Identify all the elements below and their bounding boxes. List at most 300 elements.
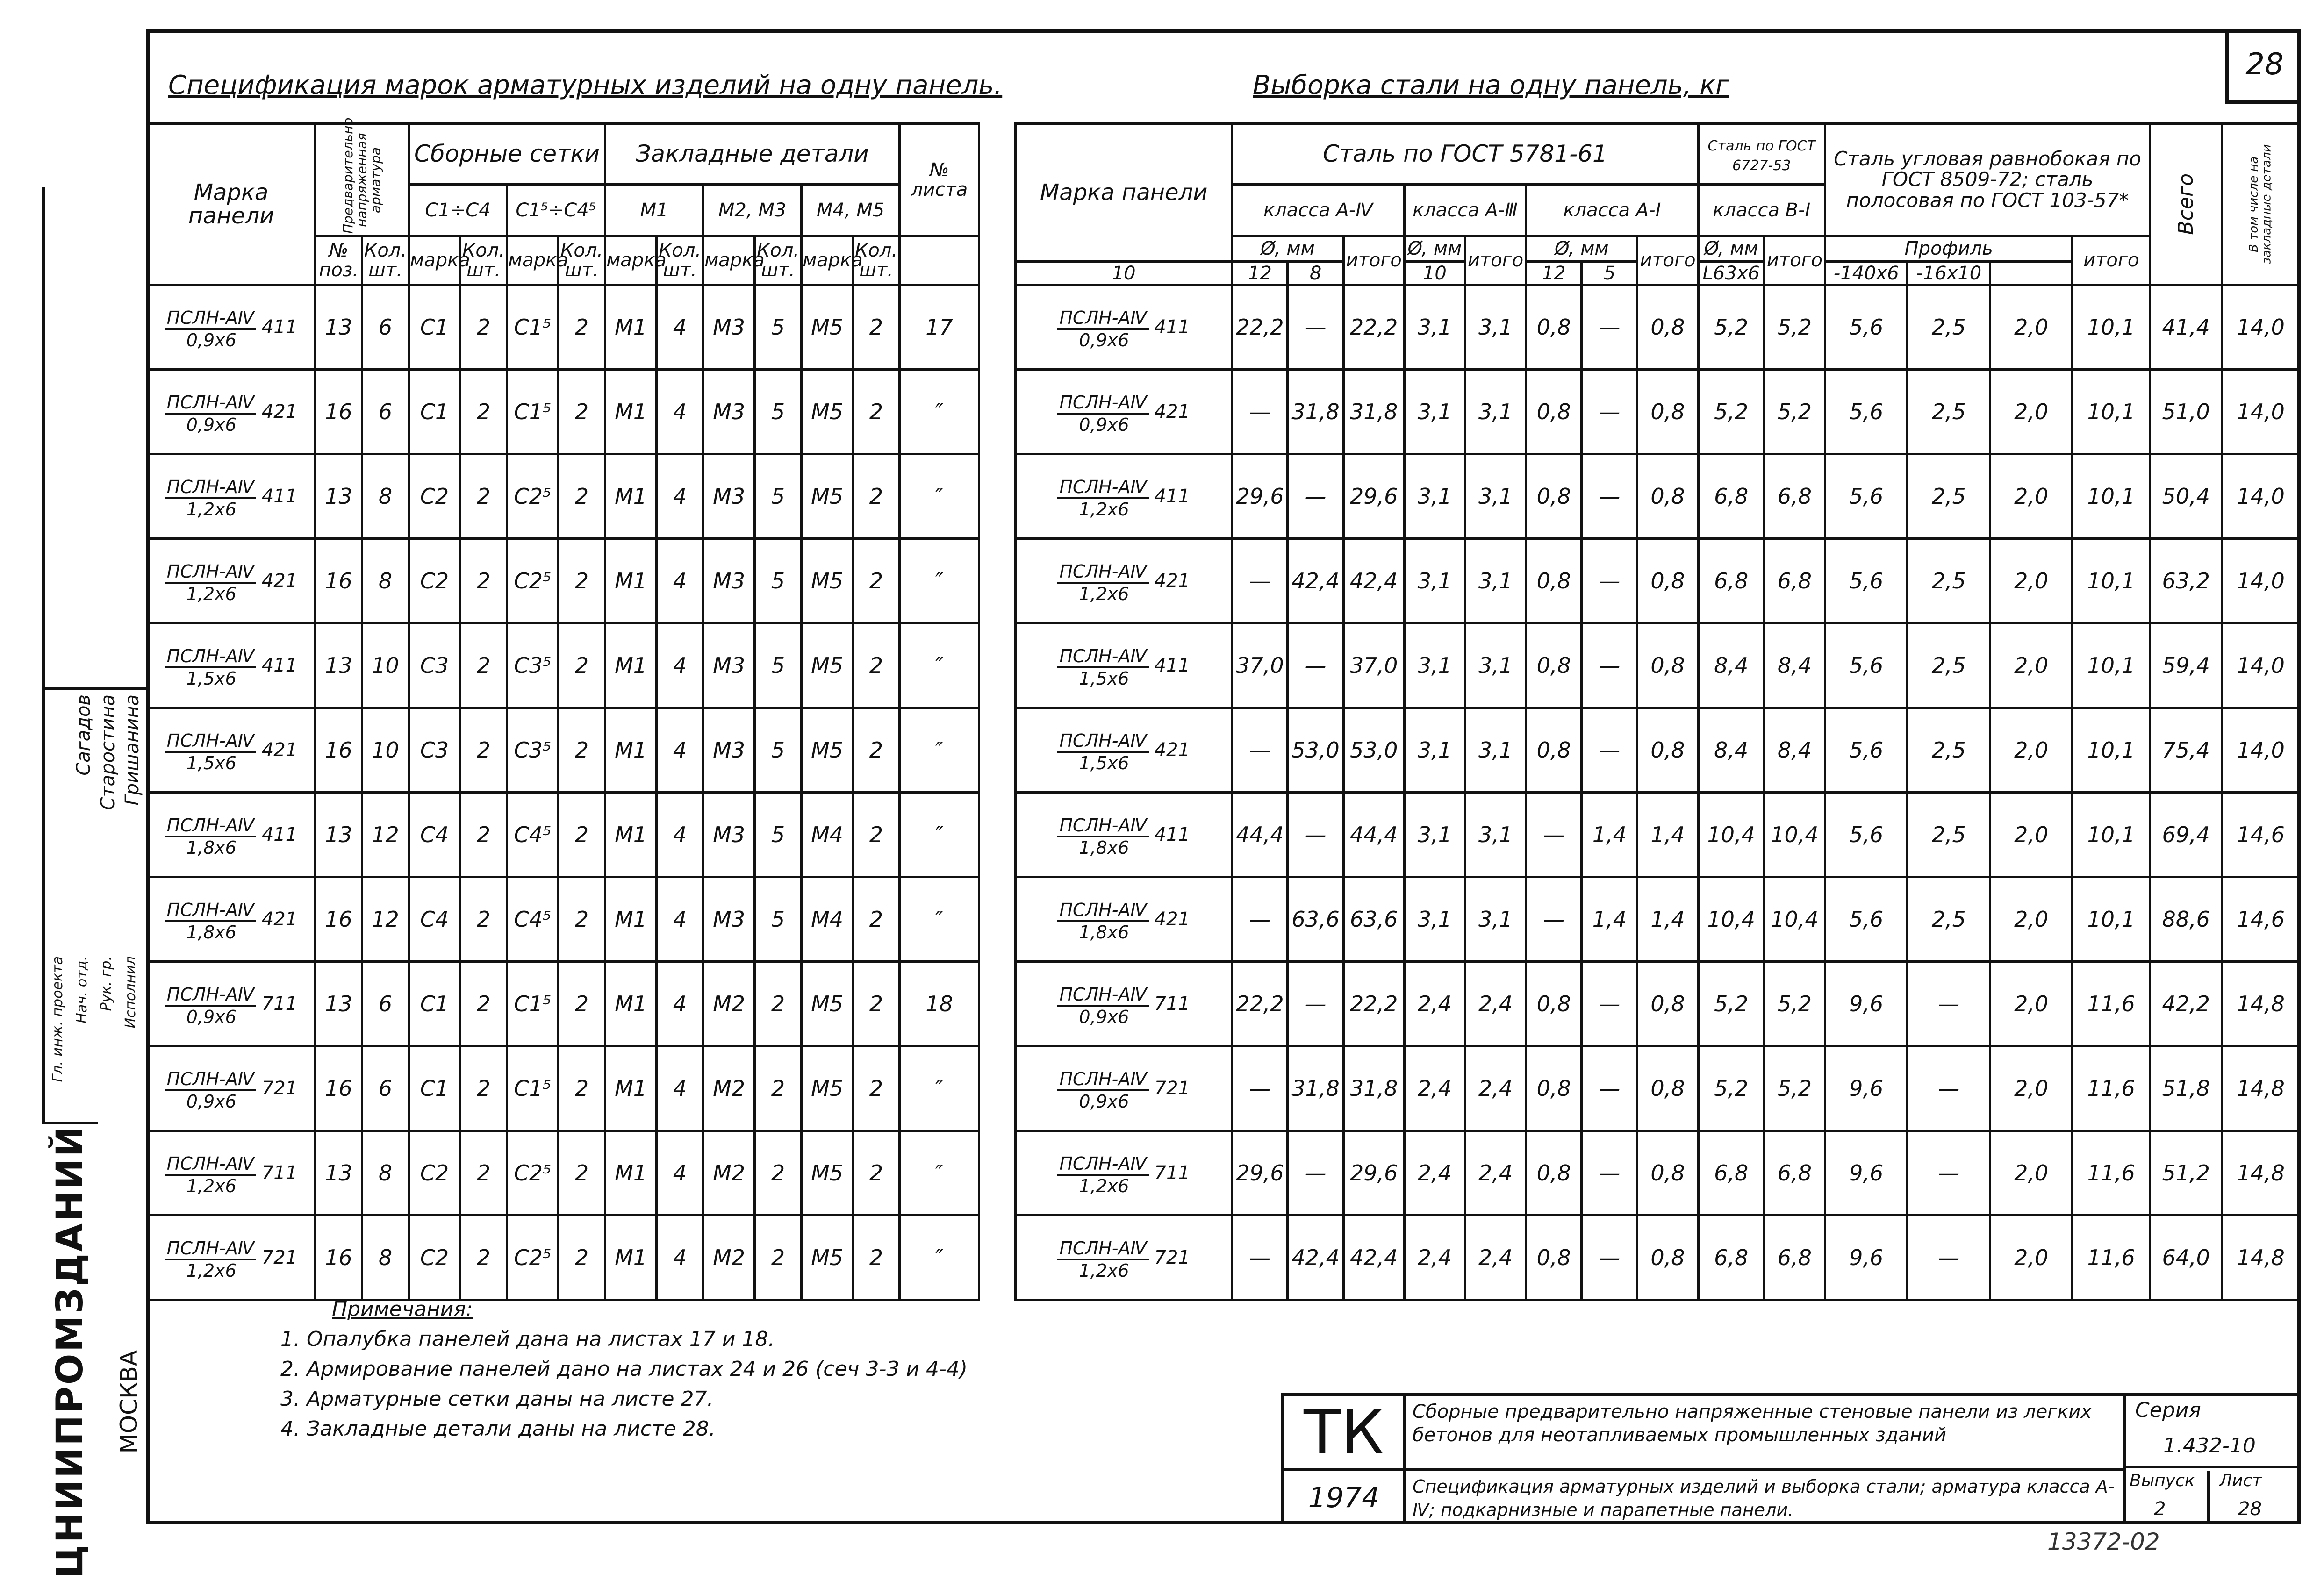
steel-cell-pi: 10,1 — [2073, 623, 2150, 708]
spec-head-setki: Сборные сетки — [409, 124, 605, 185]
steel-cell-ci: 0,8 — [1637, 285, 1698, 370]
spec-cell-cdk: 2 — [559, 539, 605, 623]
spec-cell-m45k: 2 — [853, 454, 900, 539]
spec-head-list: № листа — [900, 124, 979, 236]
table-row — [1016, 1046, 2300, 1131]
spec-cell-list: ″ — [900, 1131, 979, 1216]
steel-cell-ai: 44,4 — [1343, 793, 1404, 877]
spec-head-c1c4: С1÷С4 — [409, 185, 507, 236]
steel-cell-c12: 1,4 — [1582, 793, 1637, 877]
marka-suffix: 711 — [261, 993, 298, 1015]
steel-cell-b8: 3,1 — [1404, 708, 1465, 793]
spec-cell-m1k: 4 — [657, 1046, 703, 1131]
steel-cell-pi: 11,6 — [2073, 1131, 2150, 1216]
steel-cell-c12: — — [1582, 962, 1637, 1046]
steel-marka — [1016, 370, 1232, 454]
marka-suffix: 421 — [261, 401, 298, 422]
steel-cell-a10: 22,2 — [1232, 285, 1288, 370]
spec-cell-m45: М5 — [802, 454, 853, 539]
spec-cell-m45: М5 — [802, 539, 853, 623]
marka-bottom: 1,5х6 — [186, 753, 237, 773]
spec-marka — [147, 370, 316, 454]
table-row — [147, 285, 979, 370]
spec-head-c1dc4d: С1⁵÷С4⁵ — [507, 185, 605, 236]
spec-cell-m23k: 5 — [755, 708, 802, 793]
steel-head-diam-a4: Ø, мм — [1232, 236, 1343, 262]
steel-cell-a12: — — [1288, 962, 1343, 1046]
spec-cell-m1k: 4 — [657, 877, 703, 962]
spec-head-list-blank — [900, 236, 979, 285]
steel-head-b1: класса В-Ⅰ — [1698, 185, 1825, 236]
steel-cell-p3: 2,0 — [1990, 708, 2073, 793]
steel-table-title: Выборка стали на одну панель, кг — [1253, 70, 1729, 100]
steel-cell-d5: 5,2 — [1698, 962, 1764, 1046]
table-row — [147, 539, 979, 623]
steel-cell-di: 5,2 — [1764, 285, 1825, 370]
steel-cell-pi: 11,6 — [2073, 962, 2150, 1046]
table-row — [1016, 454, 2300, 539]
table-row — [147, 1046, 979, 1131]
marka-suffix: 711 — [1154, 1162, 1190, 1184]
spec-cell-poz: 13 — [316, 793, 362, 877]
steel-cell-p3: 2,0 — [1990, 454, 2073, 539]
table-row — [1016, 708, 2300, 793]
steel-cell-pi: 10,1 — [2073, 370, 2150, 454]
marka-bottom: 1,2х6 — [1079, 1176, 1129, 1196]
spec-cell-m1k: 4 — [657, 1216, 703, 1300]
spec-cell-m23: М3 — [703, 454, 755, 539]
steel-cell-pi: 10,1 — [2073, 793, 2150, 877]
steel-cell-d5: 6,8 — [1698, 1131, 1764, 1216]
spec-cell-m45k: 2 — [853, 962, 900, 1046]
marka-top: ПСЛН-АⅣ — [165, 984, 256, 1007]
spec-cell-ck: 2 — [460, 539, 507, 623]
steel-cell-all: 42,2 — [2150, 962, 2222, 1046]
spec-cell-cd: С1⁵ — [507, 1046, 559, 1131]
note-item-3: 3. Арматурные сетки даны на листе 27. — [280, 1387, 714, 1411]
spec-cell-m45k: 2 — [853, 1216, 900, 1300]
steel-cell-p3: 2,0 — [1990, 539, 2073, 623]
marka-top: ПСЛН-АⅣ — [1057, 308, 1148, 330]
spec-cell-c: С2 — [409, 1131, 460, 1216]
steel-head-vtom: В том числе на закладные детали — [2222, 124, 2300, 285]
marka-top: ПСЛН-АⅣ — [1057, 561, 1148, 584]
spec-cell-ck: 2 — [460, 1131, 507, 1216]
steel-cell-c12: — — [1582, 539, 1637, 623]
spec-cell-m23: М2 — [703, 1131, 755, 1216]
spec-cell-kol: 6 — [362, 962, 409, 1046]
steel-cell-bi: 2,4 — [1465, 1046, 1526, 1131]
spec-cell-kol: 8 — [362, 1216, 409, 1300]
steel-head-a3: класса А-Ⅲ — [1404, 185, 1526, 236]
spec-cell-ck: 2 — [460, 962, 507, 1046]
marka-top: ПСЛН-АⅣ — [1057, 730, 1148, 753]
steel-cell-ai: 53,0 — [1343, 708, 1404, 793]
spec-cell-m1: М1 — [605, 962, 657, 1046]
name-2: Старостина — [97, 694, 119, 810]
marka-top: ПСЛН-АⅣ — [165, 1153, 256, 1176]
spec-cell-m23k: 2 — [755, 1216, 802, 1300]
steel-cell-b8: 3,1 — [1404, 370, 1465, 454]
steel-cell-ai: 22,2 — [1343, 285, 1404, 370]
spec-cell-m23: М3 — [703, 793, 755, 877]
spec-cell-cd: С4⁵ — [507, 877, 559, 962]
steel-cell-p3: 2,0 — [1990, 285, 2073, 370]
steel-cell-b8: 3,1 — [1404, 623, 1465, 708]
spec-marka — [147, 539, 316, 623]
spec-cell-ck: 2 — [460, 1216, 507, 1300]
steel-cell-c10: 0,8 — [1526, 454, 1582, 539]
marka-top: ПСЛН-АⅣ — [165, 815, 256, 837]
spec-cell-m1: М1 — [605, 708, 657, 793]
spec-cell-cd: С4⁵ — [507, 793, 559, 877]
spec-head-kol-m4: Кол. шт. — [853, 236, 900, 285]
steel-cell-p3: 2,0 — [1990, 793, 2073, 877]
table-row — [147, 962, 979, 1046]
stamp-title: Сборные предварительно напряженные стеновые панели из легких бетонов для неотапливаемых промышленных зданий — [1406, 1396, 2126, 1471]
steel-cell-bi: 2,4 — [1465, 1216, 1526, 1300]
table-row — [1016, 623, 2300, 708]
steel-cell-d5: 6,8 — [1698, 539, 1764, 623]
steel-cell-ci: 0,8 — [1637, 623, 1698, 708]
steel-cell-a10: — — [1232, 539, 1288, 623]
steel-cell-di: 6,8 — [1764, 1131, 1825, 1216]
marka-bottom: 0,9х6 — [186, 1007, 237, 1027]
spec-head-npoz: № поз. — [316, 236, 362, 285]
spec-cell-list: ″ — [900, 1216, 979, 1300]
table-row — [147, 454, 979, 539]
spec-cell-m23: М3 — [703, 370, 755, 454]
spec-table — [146, 117, 980, 1301]
steel-cell-all: 51,8 — [2150, 1046, 2222, 1131]
spec-cell-ck: 2 — [460, 708, 507, 793]
spec-marka — [147, 454, 316, 539]
spec-head-marka-m4: марка — [802, 236, 853, 285]
marka-bottom: 1,8х6 — [1079, 837, 1129, 858]
signature-block — [42, 687, 146, 1122]
spec-marka — [147, 1216, 316, 1300]
steel-head-diam-a1: Ø, мм — [1526, 236, 1637, 262]
spec-cell-m23k: 5 — [755, 793, 802, 877]
steel-head-d12b: 12 — [1526, 262, 1582, 285]
steel-cell-di: 6,8 — [1764, 539, 1825, 623]
steel-head-d10b: 10 — [1404, 262, 1465, 285]
steel-cell-z: 14,0 — [2222, 623, 2300, 708]
marka-suffix: 721 — [1154, 1247, 1190, 1268]
steel-cell-z: 14,6 — [2222, 877, 2300, 962]
steel-cell-p2: 2,5 — [1908, 623, 1990, 708]
role-1: Гл. инж. проекта — [50, 956, 66, 1082]
spec-cell-m1: М1 — [605, 1046, 657, 1131]
spec-cell-cdk: 2 — [559, 454, 605, 539]
spec-cell-m45k: 2 — [853, 623, 900, 708]
marka-suffix: 411 — [1154, 824, 1190, 845]
spec-cell-m23: М2 — [703, 1046, 755, 1131]
steel-cell-c10: 0,8 — [1526, 1046, 1582, 1131]
spec-cell-m1: М1 — [605, 285, 657, 370]
spec-cell-m1k: 4 — [657, 623, 703, 708]
spec-cell-c: С1 — [409, 1046, 460, 1131]
spec-cell-c: С3 — [409, 623, 460, 708]
spec-cell-m45: М5 — [802, 962, 853, 1046]
steel-cell-p1: 5,6 — [1825, 708, 1908, 793]
spec-marka — [147, 623, 316, 708]
note-item-4: 4. Закладные детали даны на листе 28. — [280, 1417, 716, 1441]
steel-cell-bi: 2,4 — [1465, 1131, 1526, 1216]
marka-bottom: 1,2х6 — [186, 499, 237, 520]
marka-top: ПСЛН-АⅣ — [165, 646, 256, 668]
spec-cell-m45: М5 — [802, 1216, 853, 1300]
table-row — [147, 877, 979, 962]
spec-cell-cdk: 2 — [559, 285, 605, 370]
spec-cell-m1k: 4 — [657, 454, 703, 539]
note-item-2: 2. Армирование панелей дано на листах 24 и 26 (сеч 3-3 и 4-4) — [280, 1357, 968, 1381]
spec-cell-cdk: 2 — [559, 370, 605, 454]
steel-cell-all: 51,2 — [2150, 1131, 2222, 1216]
steel-cell-a10: 29,6 — [1232, 1131, 1288, 1216]
spec-cell-poz: 13 — [316, 623, 362, 708]
spec-cell-list: 18 — [900, 962, 979, 1046]
steel-head-itogo-b1: итого — [1764, 236, 1825, 285]
steel-cell-di: 10,4 — [1764, 877, 1825, 962]
steel-cell-bi: 3,1 — [1465, 370, 1526, 454]
steel-cell-p2: 2,5 — [1908, 793, 1990, 877]
steel-cell-ai: 31,8 — [1343, 370, 1404, 454]
spec-cell-poz: 16 — [316, 370, 362, 454]
spec-cell-kol: 6 — [362, 370, 409, 454]
steel-cell-c10: 0,8 — [1526, 1131, 1582, 1216]
spec-cell-poz: 13 — [316, 285, 362, 370]
steel-cell-c12: — — [1582, 1131, 1637, 1216]
spec-cell-poz: 13 — [316, 962, 362, 1046]
marka-suffix: 411 — [261, 655, 298, 676]
steel-cell-p3: 2,0 — [1990, 962, 2073, 1046]
steel-cell-c12: — — [1582, 454, 1637, 539]
marka-bottom: 1,2х6 — [186, 1260, 237, 1281]
steel-marka — [1016, 539, 1232, 623]
spec-cell-m45k: 2 — [853, 370, 900, 454]
spec-head-m4m5: М4, М5 — [802, 185, 900, 236]
spec-cell-m45k: 2 — [853, 708, 900, 793]
steel-cell-ci: 1,4 — [1637, 793, 1698, 877]
spec-cell-m45: М4 — [802, 877, 853, 962]
marka-suffix: 421 — [1154, 401, 1190, 422]
steel-cell-d5: 10,4 — [1698, 877, 1764, 962]
marka-top: ПСЛН-АⅣ — [1057, 984, 1148, 1007]
steel-head-itogo-p: итого — [2073, 236, 2150, 285]
spec-cell-m45k: 2 — [853, 1131, 900, 1216]
marka-suffix: 421 — [1154, 739, 1190, 761]
marka-top: ПСЛН-АⅣ — [1057, 392, 1148, 415]
spec-cell-m45: М5 — [802, 370, 853, 454]
spec-cell-m45: М5 — [802, 285, 853, 370]
steel-head-p2: -140х6 — [1825, 262, 1908, 285]
spec-cell-cd: С1⁵ — [507, 962, 559, 1046]
spec-cell-poz: 16 — [316, 539, 362, 623]
spec-cell-m1k: 4 — [657, 285, 703, 370]
spec-cell-m45: М5 — [802, 1046, 853, 1131]
spec-cell-m1: М1 — [605, 370, 657, 454]
spec-head-kol-m2: Кол. шт. — [755, 236, 802, 285]
spec-cell-cdk: 2 — [559, 623, 605, 708]
spec-cell-m23: М3 — [703, 623, 755, 708]
table-row — [147, 793, 979, 877]
spec-cell-poz: 16 — [316, 1216, 362, 1300]
stamp-subtitle: Спецификация арматурных изделий и выборка стали; арматура класса А-Ⅳ; подкарнизные и парапетные панели. — [1406, 1471, 2126, 1524]
archive-number: 13372-02 — [2047, 1528, 2160, 1555]
steel-cell-a12: — — [1288, 285, 1343, 370]
steel-cell-p1: 5,6 — [1825, 623, 1908, 708]
spec-cell-ck: 2 — [460, 877, 507, 962]
steel-head-d8: 8 — [1288, 262, 1343, 285]
spec-cell-ck: 2 — [460, 1046, 507, 1131]
steel-cell-a12: — — [1288, 454, 1343, 539]
marka-top: ПСЛН-АⅣ — [165, 730, 256, 753]
marka-top: ПСЛН-АⅣ — [1057, 900, 1148, 922]
steel-head-gost5781: Сталь по ГОСТ 5781-61 — [1232, 124, 1698, 185]
marka-suffix: 411 — [1154, 486, 1190, 507]
name-1: Сагадов — [73, 694, 94, 776]
steel-cell-all: 88,6 — [2150, 877, 2222, 962]
steel-head-d12: 12 — [1232, 262, 1288, 285]
marka-top: ПСЛН-АⅣ — [1057, 646, 1148, 668]
steel-cell-c10: 0,8 — [1526, 962, 1582, 1046]
marka-bottom: 1,2х6 — [186, 584, 237, 604]
steel-cell-b8: 3,1 — [1404, 285, 1465, 370]
steel-cell-pi: 11,6 — [2073, 1216, 2150, 1300]
strip-rule — [42, 187, 48, 687]
marka-bottom: 1,8х6 — [186, 922, 237, 943]
marka-top: ПСЛН-АⅣ — [165, 900, 256, 922]
spec-marka — [147, 962, 316, 1046]
spec-cell-list: ″ — [900, 370, 979, 454]
steel-cell-a10: — — [1232, 708, 1288, 793]
steel-cell-z: 14,8 — [2222, 962, 2300, 1046]
spec-cell-c: С3 — [409, 708, 460, 793]
spec-cell-list: ″ — [900, 1046, 979, 1131]
steel-cell-p2: — — [1908, 1216, 1990, 1300]
spec-cell-list: ″ — [900, 454, 979, 539]
spec-cell-c: С1 — [409, 285, 460, 370]
steel-cell-bi: 3,1 — [1465, 623, 1526, 708]
spec-cell-list: ″ — [900, 708, 979, 793]
steel-cell-p1: 9,6 — [1825, 1046, 1908, 1131]
spec-cell-kol: 8 — [362, 1131, 409, 1216]
spec-cell-c: С2 — [409, 454, 460, 539]
steel-cell-z: 14,8 — [2222, 1046, 2300, 1131]
spec-cell-m45k: 2 — [853, 877, 900, 962]
marka-bottom: 0,9х6 — [186, 330, 237, 350]
spec-head-kol-m1: Кол. шт. — [657, 236, 703, 285]
spec-cell-list: ″ — [900, 793, 979, 877]
steel-cell-d5: 6,8 — [1698, 1216, 1764, 1300]
spec-head-marka-s1: марка — [409, 236, 460, 285]
spec-cell-m23k: 2 — [755, 1131, 802, 1216]
spec-cell-ck: 2 — [460, 454, 507, 539]
spec-head-m1: М1 — [605, 185, 703, 236]
steel-cell-c10: — — [1526, 793, 1582, 877]
steel-cell-pi: 10,1 — [2073, 708, 2150, 793]
spec-head-marka-m1: марка — [605, 236, 657, 285]
spec-cell-cdk: 2 — [559, 962, 605, 1046]
marka-bottom: 1,5х6 — [1079, 753, 1129, 773]
steel-cell-ai: 37,0 — [1343, 623, 1404, 708]
spec-cell-m45k: 2 — [853, 793, 900, 877]
steel-cell-c12: — — [1582, 1216, 1637, 1300]
spec-head-marka: Марка панели — [147, 124, 316, 285]
marka-bottom: 1,2х6 — [1079, 1260, 1129, 1281]
steel-cell-all: 75,4 — [2150, 708, 2222, 793]
steel-cell-a10: 37,0 — [1232, 623, 1288, 708]
steel-cell-all: 41,4 — [2150, 285, 2222, 370]
spec-cell-cd: С3⁵ — [507, 708, 559, 793]
steel-cell-b8: 2,4 — [1404, 1216, 1465, 1300]
spec-cell-cdk: 2 — [559, 1216, 605, 1300]
spec-cell-m23k: 5 — [755, 539, 802, 623]
steel-head-a4: класса А-Ⅳ — [1232, 185, 1404, 236]
marka-top: ПСЛН-АⅣ — [165, 1069, 256, 1091]
spec-cell-ck: 2 — [460, 370, 507, 454]
stamp-logo: ТК — [1284, 1396, 1406, 1471]
spec-cell-cdk: 2 — [559, 793, 605, 877]
spec-cell-m23k: 5 — [755, 623, 802, 708]
steel-cell-z: 14,6 — [2222, 793, 2300, 877]
steel-head-itogo-a4: итого — [1343, 236, 1404, 285]
steel-cell-z: 14,0 — [2222, 539, 2300, 623]
steel-cell-ci: 0,8 — [1637, 1216, 1698, 1300]
marka-top: ПСЛН-АⅣ — [1057, 815, 1148, 837]
spec-cell-m23: М3 — [703, 285, 755, 370]
marka-bottom: 0,9х6 — [1079, 415, 1129, 435]
spec-cell-poz: 16 — [316, 708, 362, 793]
steel-cell-p2: 2,5 — [1908, 539, 1990, 623]
steel-cell-z: 14,0 — [2222, 708, 2300, 793]
steel-head-d5: 5 — [1582, 262, 1637, 285]
marka-top: ПСЛН-АⅣ — [1057, 1153, 1148, 1176]
steel-cell-pi: 10,1 — [2073, 454, 2150, 539]
steel-cell-a12: 31,8 — [1288, 1046, 1343, 1131]
steel-cell-a10: 44,4 — [1232, 793, 1288, 877]
steel-cell-di: 5,2 — [1764, 1046, 1825, 1131]
spec-cell-m1: М1 — [605, 1216, 657, 1300]
steel-head-itogo-a3: итого — [1465, 236, 1526, 285]
spec-marka — [147, 1046, 316, 1131]
spec-head-marka-m2: марка — [703, 236, 755, 285]
spec-cell-m1: М1 — [605, 623, 657, 708]
steel-cell-b8: 2,4 — [1404, 1131, 1465, 1216]
marka-bottom: 1,5х6 — [186, 668, 237, 689]
table-row — [1016, 877, 2300, 962]
spec-cell-m23: М3 — [703, 877, 755, 962]
steel-head-p3: -16х10 — [1908, 262, 1990, 285]
steel-cell-z: 14,8 — [2222, 1216, 2300, 1300]
steel-cell-p3: 2,0 — [1990, 623, 2073, 708]
spec-cell-m1k: 4 — [657, 370, 703, 454]
spec-cell-c: С4 — [409, 793, 460, 877]
spec-cell-m23k: 5 — [755, 454, 802, 539]
steel-cell-z: 14,0 — [2222, 454, 2300, 539]
steel-cell-pi: 11,6 — [2073, 1046, 2150, 1131]
steel-cell-a12: 63,6 — [1288, 877, 1343, 962]
steel-cell-a10: 29,6 — [1232, 454, 1288, 539]
spec-cell-m1: М1 — [605, 539, 657, 623]
notes — [280, 1295, 968, 1444]
marka-suffix: 711 — [1154, 993, 1190, 1015]
steel-cell-bi: 3,1 — [1465, 285, 1526, 370]
steel-cell-d5: 8,4 — [1698, 708, 1764, 793]
steel-cell-c10: — — [1526, 877, 1582, 962]
spec-cell-m45k: 2 — [853, 1046, 900, 1131]
